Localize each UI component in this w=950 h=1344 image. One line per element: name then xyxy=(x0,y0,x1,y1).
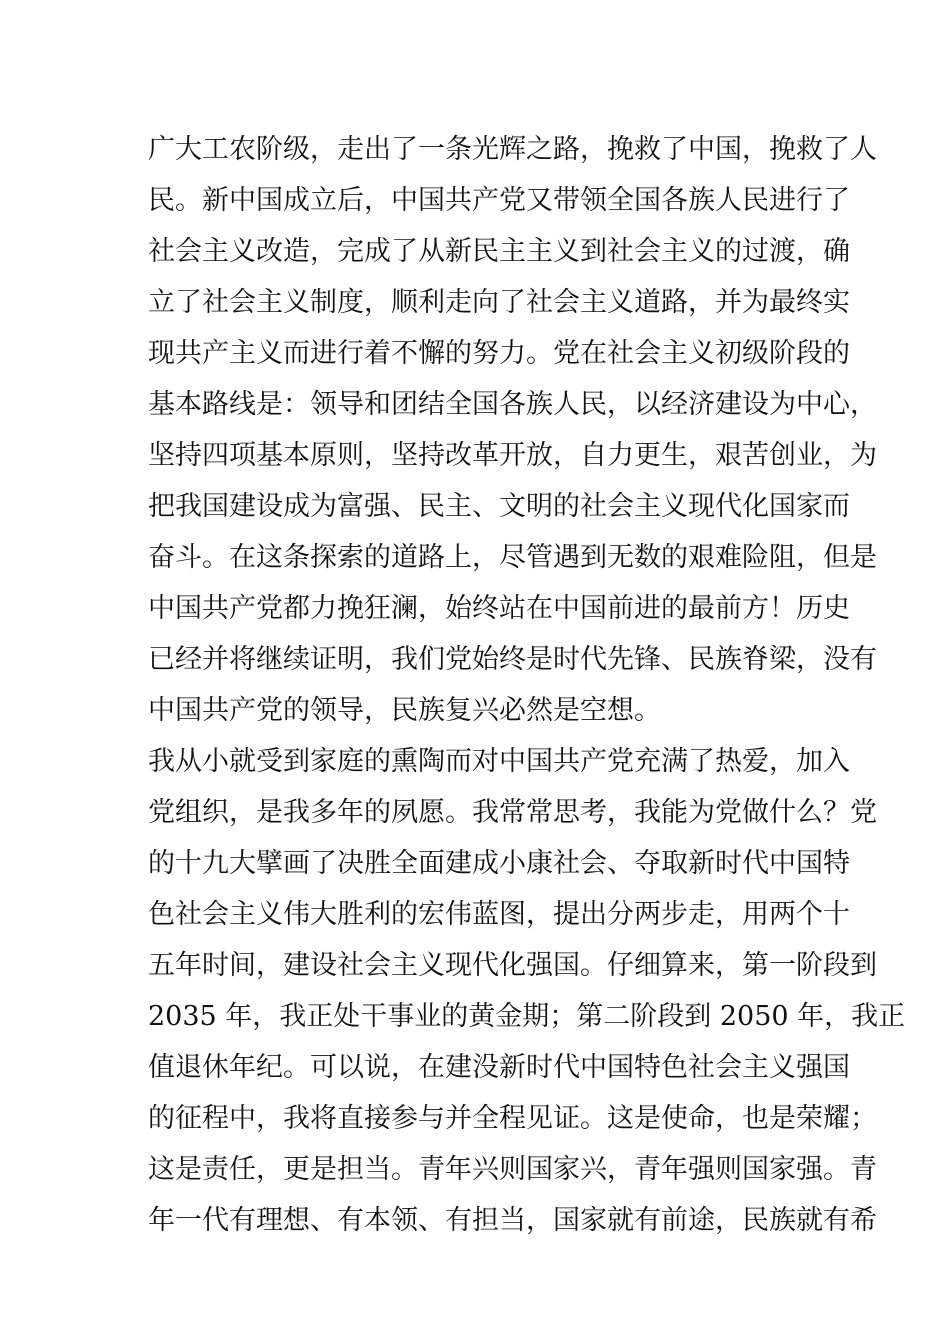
text-line: 立了社会主义制度，顺利走向了社会主义道路，并为最终实 xyxy=(148,287,850,318)
text-line: 中国共产党的领导，民族复兴必然是空想。 xyxy=(148,695,661,726)
text-line: 这是责任，更是担当。青年兴则国家兴，青年强则国家强。青 xyxy=(148,1154,877,1185)
text-line: 2035 年，我正处干事业的黄金期；第二阶段到 2050 年，我正 xyxy=(148,1001,906,1032)
text-line: 已经并将继续证明，我们党始终是时代先锋、民族脊梁，没有 xyxy=(148,644,877,675)
text-line: 坚持四项基本原则，坚持改革开放，自力更生，艰苦创业，为 xyxy=(148,440,877,471)
text-line: 广大工农阶级，走出了一条光辉之路，挽救了中国，挽救了人 xyxy=(148,134,877,165)
text-line: 基本路线是：领导和团结全国各族人民，以经济建设为中心， xyxy=(148,389,877,420)
text-line: 的十九大擘画了决胜全面建成小康社会、夺取新时代中国特 xyxy=(148,848,850,879)
text-line: 中国共产党都力挽狂澜，始终站在中国前进的最前方！历史 xyxy=(148,593,850,624)
text-line: 五年时间，建设社会主义现代化强国。仔细算来，第一阶段到 xyxy=(148,950,877,981)
text-line: 的征程中，我将直接参与并全程见证。这是使命，也是荣耀； xyxy=(148,1103,877,1134)
text-line: 现共产主义而进行着不懈的努力。党在社会主义初级阶段的 xyxy=(148,338,850,369)
text-line: 民。新中国成立后，中国共产党又带领全国各族人民进行了 xyxy=(148,185,850,216)
text-line: 党组织，是我多年的夙愿。我常常思考，我能为党做什么？党 xyxy=(148,797,877,828)
text-line: 色社会主义伟大胜利的宏伟蓝图，提出分两步走，用两个十 xyxy=(148,899,850,930)
text-line: 奋斗。在这条探索的道路上，尽管遇到无数的艰难险阻，但是 xyxy=(148,542,877,573)
paragraph xyxy=(148,736,906,1246)
paragraph xyxy=(148,124,877,736)
text-line: 把我国建设成为富强、民主、文明的社会主义现代化国家而 xyxy=(148,491,850,522)
text-line: 值退休年纪。可以说，在建没新时代中国特色社会主义强国 xyxy=(148,1052,850,1083)
text-line: 年一代有理想、有本领、有担当，国家就有前途，民族就有希 xyxy=(148,1205,877,1236)
text-line: 社会主义改造，完成了从新民主主义到社会主义的过渡，确 xyxy=(148,236,850,267)
text-line: 我从小就受到家庭的熏陶而对中国共产党充满了热爱，加入 xyxy=(148,746,850,777)
body-text xyxy=(148,124,906,1246)
